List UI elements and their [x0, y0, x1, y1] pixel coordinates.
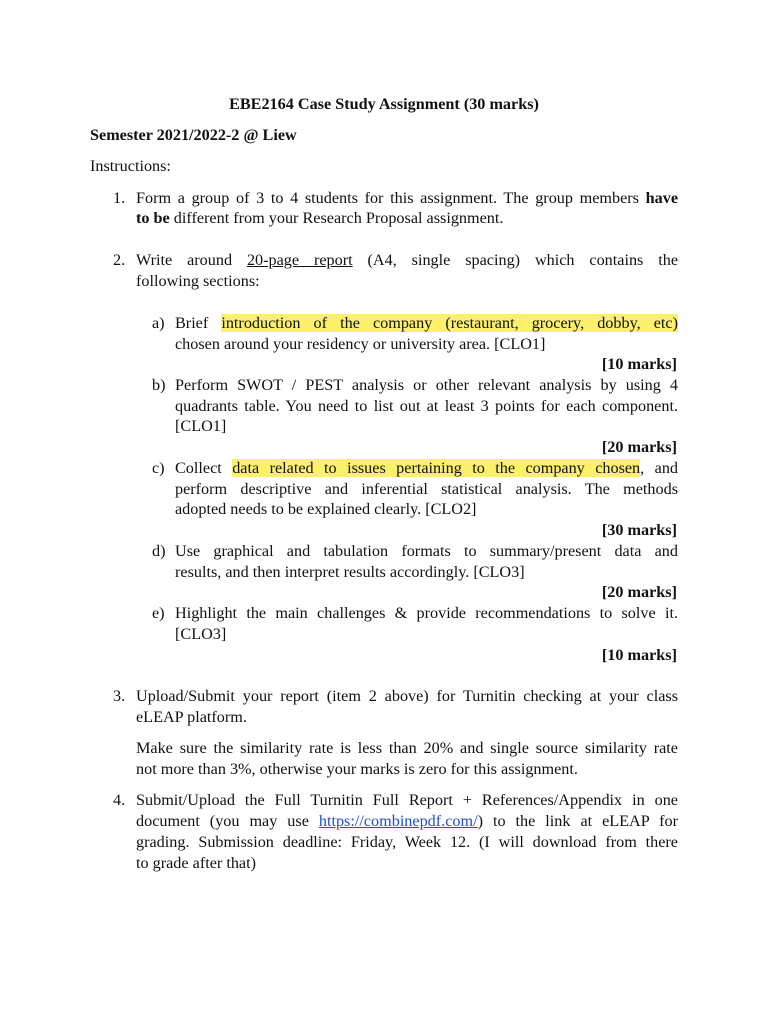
sub-e-line-2: [CLO3] — [175, 625, 227, 643]
item-2-underlined-length: 20-page report — [246, 251, 353, 269]
item-1-line-1 — [136, 188, 678, 209]
item-1-number: 1. — [113, 189, 126, 207]
item-3-line-4: not more than 3%, otherwise your marks is zero for this assignment. — [136, 760, 578, 778]
item-4-line-4: to grade after that) — [136, 854, 256, 872]
sub-d-letter: d) — [152, 542, 166, 560]
item-1-emphasis-to-be: to be — [136, 209, 170, 227]
sub-c-comma: , and — [640, 459, 679, 477]
sub-c-line-1 — [175, 458, 678, 479]
semester-line: Semester 2021/2022-2 @ Liew — [90, 126, 297, 144]
item-2-text-start: Write around — [136, 251, 233, 269]
item-2-line-1 — [136, 250, 678, 271]
item-1-emphasis-have: have — [645, 189, 678, 207]
sub-c-text-start: Collect — [175, 459, 222, 477]
sub-c-marks: [30 marks] — [601, 521, 677, 539]
item-4-line-1: Submit/Upload the Full Turnitin Full Report + References/Appendix in one — [136, 791, 678, 809]
item-3-line-2: eLEAP platform. — [136, 708, 247, 726]
sub-b-line-1: Perform SWOT / PEST analysis or other relevant analysis by using 4 — [175, 376, 678, 394]
item-4-text-start: document (you may use — [136, 812, 309, 830]
item-3-number: 3. — [113, 687, 126, 705]
sub-c-line-3: adopted needs to be explained clearly. [CLO2] — [175, 500, 477, 518]
sub-c-letter: c) — [152, 459, 165, 477]
sub-b-line-2: quadrants table. You need to list out at least 3 points for each component. — [175, 397, 678, 415]
item-1-text-end: different from your Research Proposal assignment. — [173, 209, 504, 227]
sub-b-line-3: [CLO1] — [175, 417, 227, 435]
item-3-line-1: Upload/Submit your report (item 2 above) for Turnitin checking at your class — [136, 687, 678, 705]
sub-d-line-1: Use graphical and tabulation formats to summary/present data and — [175, 542, 678, 560]
instructions-label: Instructions: — [90, 157, 171, 175]
sub-b-letter: b) — [152, 376, 166, 394]
sub-a-text-start: Brief — [175, 314, 209, 332]
item-3-line-3: Make sure the similarity rate is less than 20% and single source similarity rate — [136, 739, 678, 757]
item-2-text-end: (A4, single spacing) which contains the — [367, 251, 679, 269]
item-4-number: 4. — [113, 791, 126, 809]
sub-e-line-1: Highlight the main challenges & provide recommendations to solve it. — [175, 604, 678, 622]
combinepdf-link[interactable]: https://combinepdf.com/ — [318, 812, 478, 830]
item-4-text-mid: ) to the link at eLEAP for — [477, 812, 679, 830]
sub-a-highlight: introduction of the company (restaurant, grocery, dobby, etc) — [221, 314, 678, 332]
item-4-line-3: grading. Submission deadline: Friday, Week 12. (I will download from there — [136, 833, 678, 851]
sub-c-line-2: perform descriptive and inferential statistical analysis. The methods — [175, 480, 678, 498]
sub-e-letter: e) — [152, 604, 165, 622]
sub-e-marks: [10 marks] — [601, 646, 677, 664]
assignment-title: EBE2164 Case Study Assignment (30 marks) — [229, 95, 539, 113]
item-2-line-2: following sections: — [136, 272, 260, 290]
item-2-number: 2. — [113, 251, 126, 269]
item-1-line-2 — [136, 208, 503, 229]
item-1-text: Form a group of 3 to 4 students for this assignment. The group members — [136, 189, 639, 207]
item-4-line-2 — [136, 811, 678, 832]
sub-d-marks: [20 marks] — [601, 583, 677, 601]
sub-a-line-1 — [175, 313, 678, 334]
sub-d-line-2: results, and then interpret results accordingly. [CLO3] — [175, 563, 525, 581]
sub-a-line-2: chosen around your residency or university area. [CLO1] — [175, 335, 546, 353]
sub-a-marks: [10 marks] — [601, 355, 677, 373]
sub-b-marks: [20 marks] — [601, 438, 677, 456]
sub-a-letter: a) — [152, 314, 165, 332]
sub-c-highlight: data related to issues pertaining to the company chosen — [232, 459, 641, 477]
